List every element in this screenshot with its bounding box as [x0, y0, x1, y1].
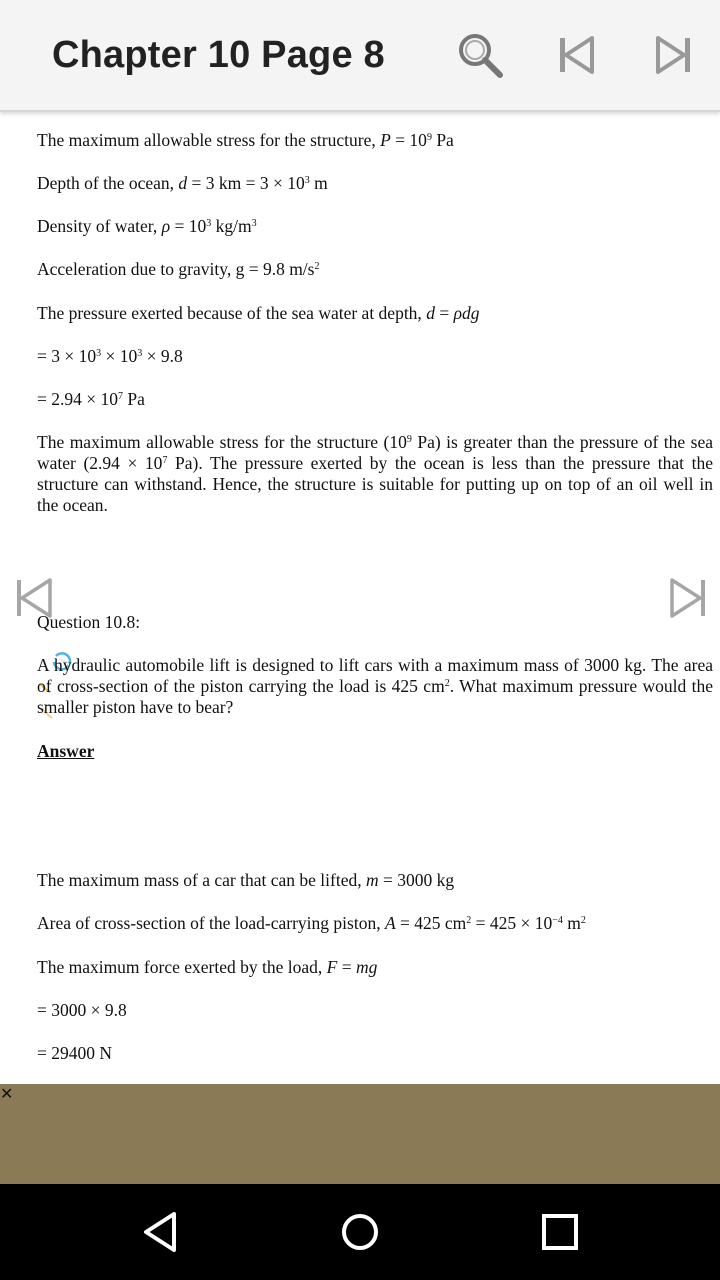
text-line: Depth of the ocean, d = 3 km = $3 \times 10^3$ m — [37, 173, 328, 193]
page-content — [0, 114, 720, 1084]
text-line: Acceleration due to gravity, g = 9.8 $m/s^2$ — [37, 259, 320, 279]
side-previous-page-icon[interactable] — [14, 576, 54, 620]
conclusion-paragraph: The maximum allowable stress for the structure ($10^9$ Pa) is greater than the pressure of the sea water ($2.94 \times 10^7$ Pa). The pressure exerted by the ocean is less than the pressure that the structure can withstand. Hence, the structure is suitable for putting up on top of an oil well in the ocean. — [37, 432, 713, 515]
text-line: = 3000 × 9.8 — [37, 1000, 127, 1020]
text-line: The maximum mass of a car that can be lifted, m = 3000 kg — [37, 870, 455, 890]
text-line: = 29400 N — [37, 1043, 113, 1063]
text-line: The maximum allowable stress for the structure, $P = 10^9$ Pa — [37, 130, 454, 150]
answer-heading: Answer — [37, 741, 95, 761]
text-line: Density of water, $\rho = 10^3$ $kg/m^3$ — [37, 216, 257, 236]
previous-page-icon[interactable] — [552, 30, 602, 80]
page-title: Chapter 10 Page 8 — [52, 34, 385, 76]
recents-icon[interactable] — [536, 1208, 584, 1256]
ad-close-button[interactable]: ✕ — [0, 1084, 720, 1184]
question-text: A hydraulic automobile lift is designed to lift cars with a maximum mass of 3000 kg. The area of cross-section of the piston carrying the load is 425 $cm^2$. What maximum pressure would the smaller piston have to bear? — [37, 655, 713, 717]
text-line: The maximum force exerted by the load, F = mg — [37, 957, 378, 977]
text-line: = $2.94 \times 10^7$ Pa — [37, 389, 145, 409]
question-heading: Question 10.8: — [37, 612, 141, 632]
back-icon[interactable] — [136, 1208, 184, 1256]
home-icon[interactable] — [336, 1208, 384, 1256]
text-line: Area of cross-section of the load-carrying piston, A = 425 $cm^2 = 425 \times 10^{-4}$ $m^2$ — [37, 913, 586, 933]
text-line: = $3 \times 10^3 \times 10^3 \times 9.8$ — [37, 346, 183, 366]
side-next-page-icon[interactable] — [668, 576, 708, 620]
system-navigation-bar — [0, 1184, 720, 1280]
app-bar — [0, 0, 720, 112]
next-page-icon[interactable] — [648, 30, 698, 80]
search-icon[interactable] — [455, 30, 505, 80]
text-line: The pressure exerted because of the sea water at depth, d = ρdg — [37, 303, 480, 323]
